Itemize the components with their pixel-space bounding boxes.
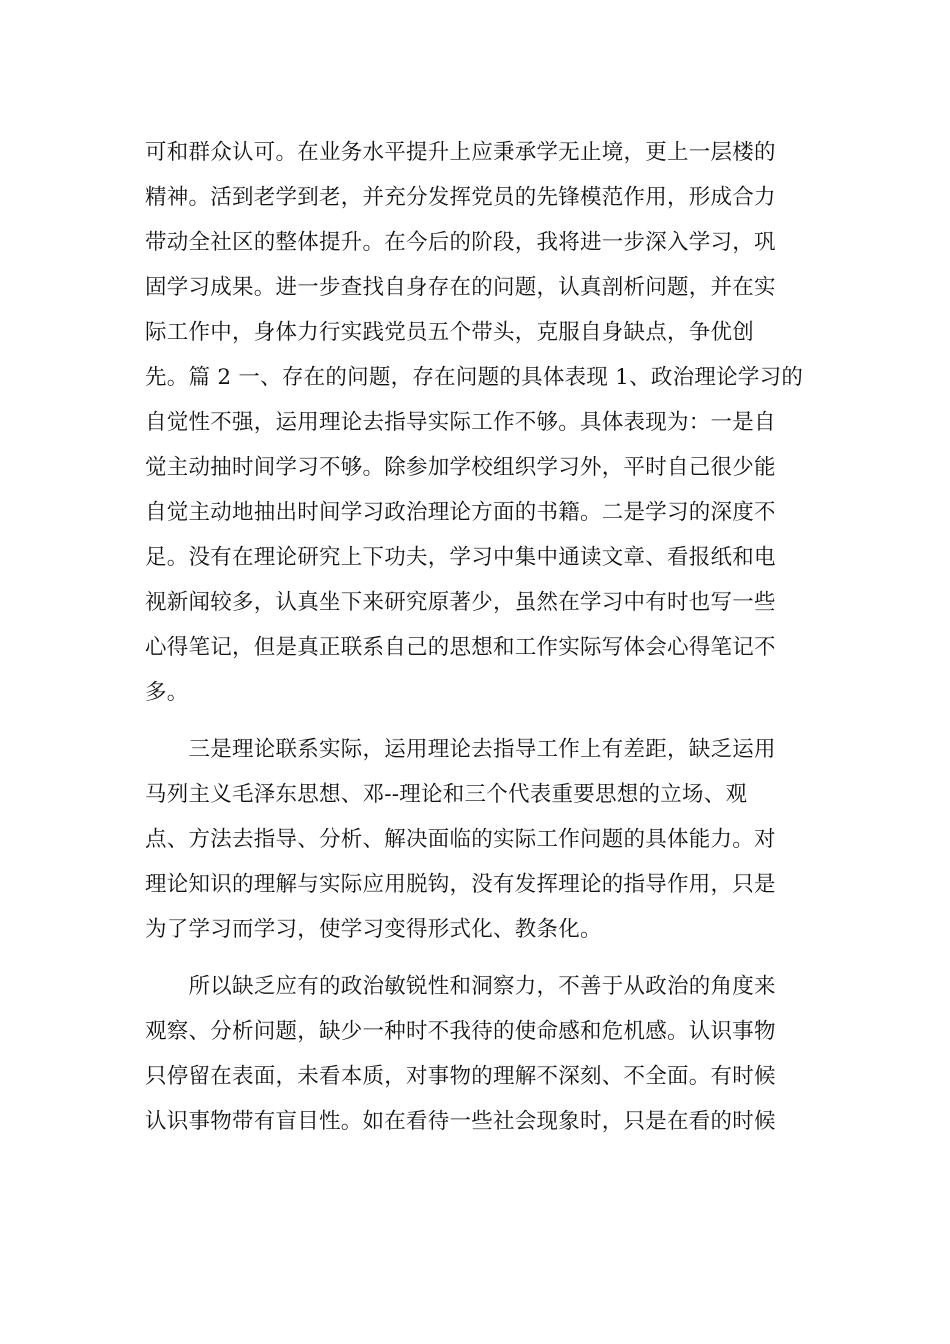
text-line: 心得笔记，但是真正联系自己的思想和工作实际写体会心得笔记不 [145,635,776,660]
text-line: 自觉性不强，运用理论去指导实际工作不够。具体表现为：一是自 [145,410,776,435]
text-line: 先。篇 2 一、存在的问题，存在问题的具体表现 1、政治理论学习的 [145,365,804,390]
text-line: 足。没有在理论研究上下功夫，学习中集中通读文章、看报纸和电 [145,545,776,570]
text-line: 觉主动抽时间学习不够。除参加学校组织学习外，平时自己很少能 [145,455,776,480]
text-line: 际工作中，身体力行实践党员五个带头，克服自身缺点，争优创 [145,320,755,345]
text-line: 观察、分析问题，缺少一种时不我待的使命感和危机感。认识事物 [145,1019,776,1044]
text-line: 精神。活到老学到老，并充分发挥党员的先锋模范作用，形成合力 [145,185,776,210]
text-line: 认识事物带有盲目性。如在看待一些社会现象时，只是在看的时候 [145,1109,776,1134]
text-line: 所以缺乏应有的政治敏锐性和洞察力，不善于从政治的角度来 [145,974,776,999]
text-line: 带动全社区的整体提升。在今后的阶段，我将进一步深入学习，巩 [145,230,776,255]
text-line: 只停留在表面，未看本质，对事物的理解不深刻、不全面。有时候 [145,1064,776,1089]
text-line: 多。 [145,680,189,705]
text-line: 固学习成果。进一步查找自身存在的问题，认真剖析问题，并在实 [145,275,776,300]
paragraph-3 [145,964,807,1144]
paragraph-1 [145,130,807,715]
text-line: 点、方法去指导、分析、解决面临的实际工作问题的具体能力。对 [145,827,776,852]
text-line: 马列主义毛泽东思想、邓--理论和三个代表重要思想的立场、观 [145,782,748,807]
text-line: 理论知识的理解与实际应用脱钩，没有发挥理论的指导作用，只是 [145,872,776,897]
text-line: 视新闻较多，认真坐下来研究原著少，虽然在学习中有时也写一些 [145,590,776,615]
paragraph-spacing [145,952,807,964]
text-line: 可和群众认可。在业务水平提升上应秉承学无止境，更上一层楼的 [145,140,776,165]
text-line: 自觉主动地抽出时间学习政治理论方面的书籍。二是学习的深度不 [145,500,776,525]
paragraph-spacing [145,715,807,727]
document-body [145,130,807,1144]
text-line: 为了学习而学习，使学习变得形式化、教条化。 [145,917,602,942]
paragraph-2 [145,727,807,952]
text-line: 三是理论联系实际，运用理论去指导工作上有差距，缺乏运用 [145,737,776,762]
